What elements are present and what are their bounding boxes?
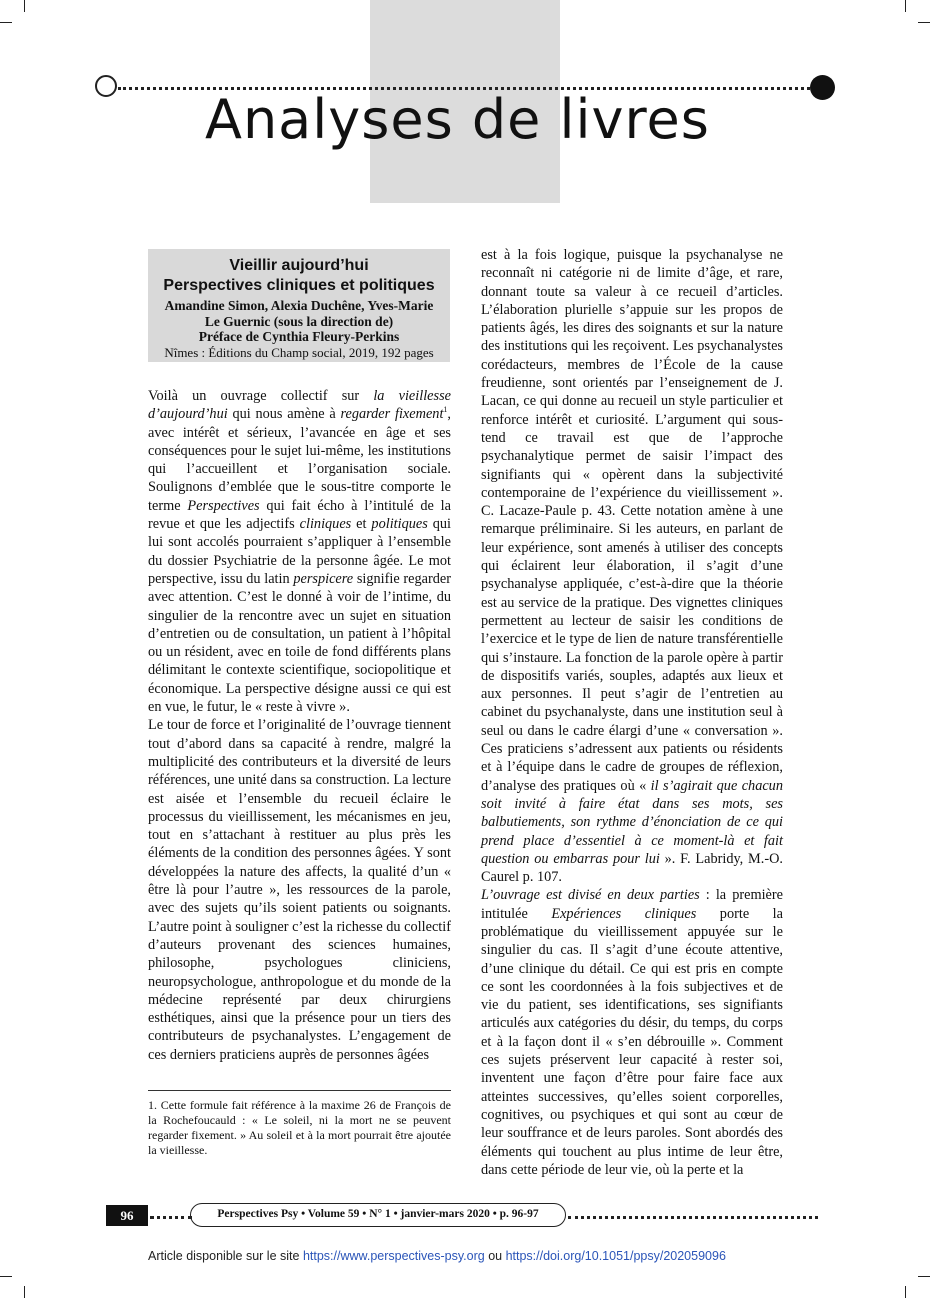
paragraph: Voilà un ouvrage collectif sur la vieillesse d’aujourd’hui qui nous amène à regarder fixement$^1$, avec intérêt et sérieux, l’avancée en âge et ses conséquences pour le sujet lui-même, les institutions qui l’accueillent et l’organisation sociale. Soulignons d’emblée que le sous-titre comporte le terme Perspectives qui fait écho à l’intitulé de la revue et que les adjectifs cliniques et politiques qui lui sont accolés pourraient s’appliquer à l’ensemble du dossier Psychiatrie de la personne âgée. Le mot perspective, issu du latin perspicere signifie regarder avec attention. C’est le donné à voir de l’intime, du singulier de la rencontre avec un sujet en situation d’entretien ou de consultation, un patient à l’hôpital ou un résident, avec en toile de fond différents plans délimitant le contexte scientifique, sociopolitique et économique. La perspective désigne aussi ce qui est en vue, le futur, le « reste à vivre ». — [148, 388, 452, 716]
doi-link[interactable]: https://doi.org/10.1051/ppsy/202059096 — [505, 1249, 726, 1263]
book-authors-line2: Le Guernic (sous la direction de) — [204, 313, 394, 329]
crop-mark — [918, 1276, 930, 1277]
book-authors-line1: Amandine Simon, Alexia Duchêne, Yves-Marie — [164, 298, 434, 313]
book-subtitle: Perspectives cliniques et politiques — [163, 277, 435, 294]
book-title: Vieillir aujourd’hui — [229, 257, 369, 274]
footnote-rule — [148, 1090, 451, 1091]
book-preface: Préface de Cynthia Fleury-Perkins — [198, 329, 400, 344]
paragraph: est à la fois logique, puisque la psychanalyse ne reconnaît ni catégorie ni de limite d’âge, et rare, donnant toute sa valeur à ce recueil d’articles. L’élaboration plurielle s’appuie sur les propos de patients âgés, les dires des soignants et sur la nature des institutions qui les reçoivent. Les psychanalystes corédacteurs, membres de l’École de la cause freudienne, sont orientés par l’enseignement de J. Lacan, ce qui donne au recueil un style particulier et renforce intérêt et curiosité. L’argument qui sous-tend ce travail est que de l’approche psychanalytique permet de saisir l’impact des signifiants qui « opèrent dans la subjectivité contemporaine de l’expérience du vieillissement ». C. Lacaze-Paule p. 43. Cette notation amène à une remarque préliminaire. Si les auteurs, en parlant de leur expérience, sont amenés à utiliser des concepts qui éclairent leur élaboration, il s’agit d’une psychanalyse appliquée, c’est-à-dire que la théorie est au service de la pratique. Des vignettes cliniques permettent au lecteur de saisir les conditions de l’exercice et le type de lien de nature transférentielle qui s’instaure. La fonction de la parole opère à partir de dispositifs variés, souples, adaptés aux lieux et aux personnes. Il peut s’agir de l’entretien au cabinet du psychanalyste, dans une institution seul à seul ou dans le cadre élargi d’une « conversation ». Ces praticiens s’adressent aux patients ou résidents et à l’équipe dans le cadre de groupes de réflexion, d’analyse des pratiques où « il s’agirait que chacun soit invité à faire état dans ses mots, ses balbutiements, son rythme d’énonciation de ce qui prend place d’essentiel à ce moment-là et fait question ou embarras pour lui ». F. Labridy, M.-O. Caurel p. 107. — [481, 247, 784, 886]
section-title: Analyses de livres — [205, 88, 710, 151]
footnote: 1. Cette formule fait référence à la maxime 26 de François de la Rochefoucauld : « Le soleil, ni la mort ne se peuvent regarder fixement. » Au soleil et à la mort pourrait être ajoutée la vieillesse. — [148, 1098, 451, 1157]
crop-mark — [0, 22, 12, 23]
paragraph: Le tour de force et l’originalité de l’ouvrage tiennent tout d’abord dans sa capacité à rendre, malgré la multiplicité des contributeurs et la diversité de leurs références, une unité dans sa construction. La lecture est aisée et l’ensemble du recueil éclaire le processus du vieillissement, les mécanismes en jeu, tout en s’attachant à restituer au plus près les éléments de la condition des personnes âgées. Y sont développées la nature des affects, la qualité d’un « être là pour l’autre », les ressources de la parole, avec des sujets qu’ils soient patients ou soignants. L’autre point à souligner c’est la richesse du collectif d’auteurs provenant des sciences humaines, philosophe, psychologues cliniciens, neuropsychologue, anthropologue et du monde de la médecine représenté par deux chirurgiens esthétiques, ainsi que la présence pour un tiers des contributeurs de psychanalystes. L’engagement de ces derniers praticiens auprès de personnes âgées — [148, 717, 451, 1063]
journal-site-link[interactable]: https://www.perspectives-psy.org — [302, 1249, 485, 1263]
availability-note: Article disponible sur le site https://www.perspectives-psy.org ou https://doi.org/10.1051/ppsy/202059096 — [148, 1249, 726, 1263]
body-column-left — [148, 387, 451, 1064]
footer-dotted-line-left — [150, 1216, 192, 1219]
header-filled-circle — [810, 75, 835, 100]
paragraph: L’ouvrage est divisé en deux parties : la première intitulée Expériences cliniques porte la problématique du vieillissement appuyée sur le singulier du cas. Il s’agit d’une écoute attentive, d’une clinique du détail. Ce qui est pris en compte ce sont les coordonnées à la fois subjectives et de vie du patient, ses identifications, ses signifiants articulés aux catégories du désir, du temps, du corps et à la façon dont il « s’en débrouille ». Comment ces sujets préservent leur capacité à rester soi, inventent une façon d’être pour faire face aux atteintes successives, qu’elles soient corporelles, cognitives, ou psychiques et qui sont au cœur de leur souffrance et de leurs paroles. Sont abordés des éléments qui touchent au plus intime de leur être, dans cette période de leur vie, où la perte et la — [481, 887, 783, 1178]
book-publication: Nîmes : Éditions du Champ social, 2019, 192 pages — [164, 344, 434, 360]
crop-mark — [905, 0, 906, 12]
crop-mark — [0, 1276, 12, 1277]
page-number: 96 — [106, 1205, 148, 1226]
journal-reference: Perspectives Psy • Volume 59 • N° 1 • janvier-mars 2020 • p. 96-97 — [190, 1203, 566, 1227]
footnote-ref[interactable]: 1 — [443, 405, 448, 415]
crop-mark — [918, 22, 930, 23]
body-column-right — [481, 246, 783, 1179]
crop-mark — [24, 1286, 25, 1298]
crop-mark — [24, 0, 25, 12]
footer-dotted-line-right — [568, 1216, 818, 1219]
crop-mark — [905, 1286, 906, 1298]
review-header-box — [148, 249, 450, 362]
header-open-circle — [95, 75, 117, 97]
